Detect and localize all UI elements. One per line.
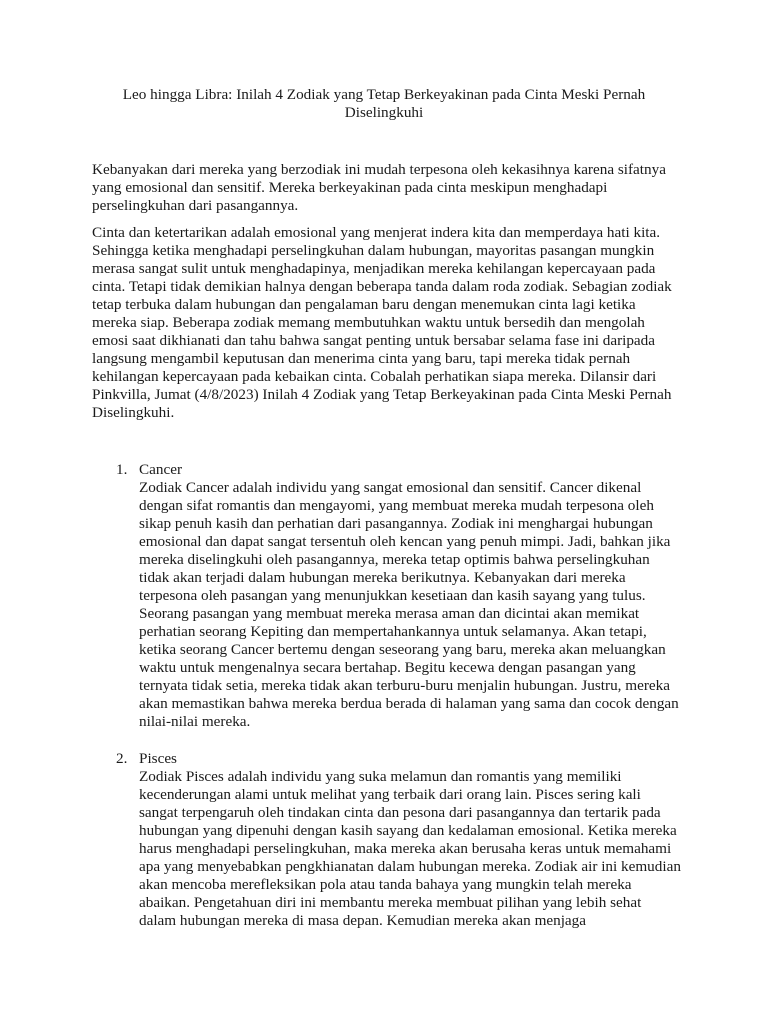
list-item-number: 1.: [116, 461, 128, 478]
list-item: [92, 750, 682, 930]
list-item-heading: Cancer: [139, 461, 183, 478]
zodiac-list-item-cancer: [92, 461, 682, 731]
page-title: Leo hingga Libra: Inilah 4 Zodiak yang Tetap Berkeyakinan pada Cinta Meski Pernah Diselingkuhi: [122, 86, 646, 121]
zodiac-list-item-pisces: [92, 750, 682, 930]
list-item-number: 2.: [116, 750, 128, 767]
list-item: [92, 461, 682, 731]
list-item-body: Zodiak Pisces adalah individu yang suka melamun dan romantis yang memiliki kecenderungan alami untuk melihat yang terbaik dari orang lain. Pisces sering kali sangat terpengaruh oleh tindakan cinta dan pesona dari pasangannya dan tertarik pada hubungan yang dipenuhi dengan kasih sayang dan kedalaman emosional. Ketika mereka harus menghadapi perselingkuhan, maka mereka akan berusaha keras untuk memahami apa yang menyebabkan pengkhianatan dalam hubungan mereka. Zodiak air ini kemudian akan mencoba merefleksikan pola atau tanda bahaya yang mungkin telah mereka abaikan. Pengetahuan diri ini membantu mereka membuat pilihan yang lebih sehat dalam hubungan mereka di masa depan. Kemudian mereka akan menjaga: [139, 768, 681, 929]
intro-paragraph: Kebanyakan dari mereka yang berzodiak ini mudah terpesona oleh kekasihnya karena sifatnya yang emosional dan sensitif. Mereka berkeyakinan pada cinta meskipun menghadapi perselingkuhan dari pasangannya.: [92, 161, 666, 214]
body-paragraph: Cinta dan ketertarikan adalah emosional yang menjerat indera kita dan memperdaya hati kita. Sehingga ketika menghadapi perselingkuhan dalam hubungan, mayoritas pasangan mungkin merasa sangat sulit untuk menghadapinya, menjadikan mereka kehilangan kepercayaan pada cinta. Tetapi tidak demikian halnya dengan beberapa tanda dalam roda zodiak. Sebagian zodiak tetap terbuka dalam hubungan dan pengalaman baru dengan menemukan cinta lagi ketika mereka siap. Beberapa zodiak memang membutuhkan waktu untuk bersedih dan mengolah emosi saat dikhianati dan tahu bahwa sangat penting untuk bersabar selama fase ini daripada langsung mengambil keputusan dan menerima cinta yang baru, tapi mereka tidak pernah kehilangan kepercayaan pada kebaikan cinta. Cobalah perhatikan siapa mereka. Dilansir dari Pinkvilla, Jumat (4/8/2023) Inilah 4 Zodiak yang Tetap Berkeyakinan pada Cinta Meski Pernah Diselingkuhi.: [92, 224, 672, 421]
list-item-heading: Pisces: [139, 750, 177, 767]
list-item-body: Zodiak Cancer adalah individu yang sangat emosional dan sensitif. Cancer dikenal dengan sifat romantis dan mengayomi, yang membuat mereka mudah terpesona oleh sikap penuh kasih dan perhatian dari pasangannya. Zodiak ini menghargai hubungan emosional dan dapat sangat tersentuh oleh kencan yang penuh mimpi. Jadi, bahkan jika mereka diselingkuhi oleh pasangannya, mereka tetap optimis bahwa perselingkuhan tidak akan terjadi dalam hubungan mereka berikutnya. Kebanyakan dari mereka terpesona oleh pasangan yang menunjukkan kesetiaan dan kasih sayang yang tulus. Seorang pasangan yang membuat mereka merasa aman dan dicintai akan memikat perhatian seorang Kepiting dan mempertahankannya untuk selamanya. Akan tetapi, ketika seorang Cancer bertemu dengan seseorang yang baru, mereka akan meluangkan waktu untuk mengenalnya secara bertahap. Begitu kecewa dengan pasangan yang ternyata tidak setia, mereka tidak akan terburu-buru menjalin hubungan. Justru, mereka akan memastikan bahwa mereka berdua berada di halaman yang sama dan cocok dengan nilai-nilai mereka.: [139, 479, 679, 730]
